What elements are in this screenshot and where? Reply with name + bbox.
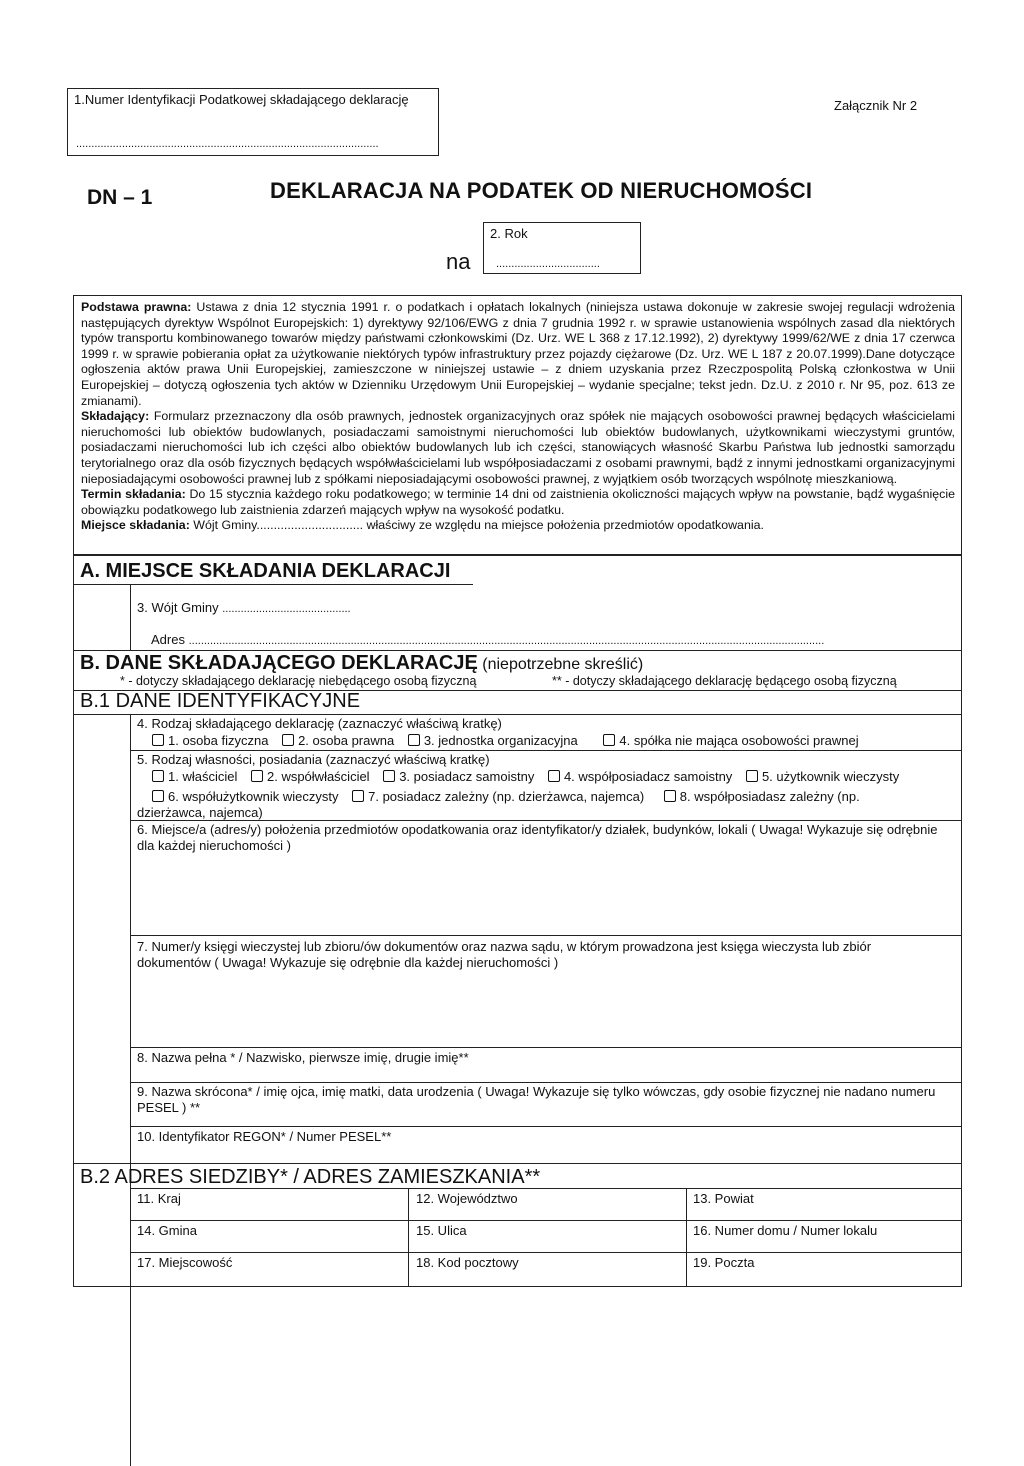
section-b-title: B. DANE SKŁADAJĄCEGO DEKLARACJĘ (niepotrzebne skreślić) <box>80 652 644 674</box>
field-ulica[interactable]: 15. Ulica <box>416 1223 467 1238</box>
f5-options-row2 <box>152 789 870 805</box>
field-wojewodztwo[interactable]: 12. Województwo <box>416 1191 518 1206</box>
nip-field[interactable] <box>67 88 439 156</box>
f5-option-3[interactable]: 3. posiadacz samoistny <box>383 769 534 784</box>
f8-label: 8. Nazwa pełna * / Nazwisko, pierwsze imię, drugie imię** <box>137 1050 469 1065</box>
nip-label: 1.Numer Identyfikacji Podatkowej składającego deklarację <box>74 92 409 107</box>
f5-option-4[interactable]: 4. współposiadacz samoistny <box>548 769 732 784</box>
f5-option-2[interactable]: 2. współwłaściciel <box>251 769 370 784</box>
f9-label: 9. Nazwa skrócona* / imię ojca, imię matki, data urodzenia ( Uwaga! Wykazuje się tylko wówczas, gdy osobie fizycznej nie nadano numeru PESEL ) ** <box>137 1084 936 1115</box>
note-1: * - dotyczy składającego deklarację niebędącego osobą fizyczną <box>120 674 477 688</box>
rok-dots: .................................. <box>496 258 600 270</box>
field-miejscowosc[interactable]: 17. Miejscowość <box>137 1255 233 1270</box>
checkbox-icon[interactable] <box>251 770 263 782</box>
f4-option-2[interactable]: 2. osoba prawna <box>282 733 394 748</box>
checkbox-icon[interactable] <box>408 734 420 746</box>
checkbox-icon[interactable] <box>664 790 676 802</box>
checkbox-icon[interactable] <box>282 734 294 746</box>
f5-option-8-cont: dzierżawca, najemca) <box>137 805 263 820</box>
section-a-title: A. MIEJSCE SKŁADANIA DEKLARACJI <box>80 560 451 582</box>
adres-label: Adres <box>151 632 185 647</box>
form-code: DN – 1 <box>87 186 153 209</box>
podstawa-text: Ustawa z dnia 12 stycznia 1991 r. o podatkach i opłatach lokalnych (niniejsza ustawa dokonuje w zakresie swojej regulacji wdrożenia następujących dyrektyw Wspólnot Europejskich: 1) dyrektywy 92/106/EWG z dnia 7 grudnia 1992 r. w sprawie ustanowienia wspólnych zasad dla niektórych typów transportu kombinowanego towarów między państwami członkowskimi (Dz. Urz. WE L 368 z 17.12.1992), 2) dyrektywy 1999/62/WE z dnia 17 czerwca 1999 r. w sprawie pobierania opłat za użytkowanie niektórych typów infrastruktury przez pojazdy ciężarowe (Dz. Urz. WE L 187 z 20.07.1999).Dane dotyczące ogłoszenia aktów prawa Unii Europejskiej, zamieszczone w niniejszej ustawie – z dniem uzyskania przez Rzeczpospolitą Polską członkostwa w Unii Europejskiej – dotyczą ogłoszenia tych aktów w Dzienniku Urzędowym Unii Europejskiej – wydanie specjalne; tekst jedn. Dz.U. z 2010 r. Nr 95, poz. 613 ze zmianami). <box>81 300 955 408</box>
rok-field[interactable] <box>483 222 641 274</box>
f5-option-7[interactable]: 7. posiadacz zależny (np. dzierżawca, najemca) <box>352 789 644 804</box>
f5-option-8[interactable]: 8. współposiadasz zależny (np. <box>664 789 860 804</box>
adres-field[interactable] <box>151 632 956 649</box>
wojt-dots: .......................................... <box>222 603 351 615</box>
field-gmina[interactable]: 14. Gmina <box>137 1223 197 1238</box>
f7-input-area[interactable] <box>132 975 960 1045</box>
field-poczta[interactable]: 19. Poczta <box>693 1255 755 1270</box>
checkbox-icon[interactable] <box>746 770 758 782</box>
rok-label: 2. Rok <box>490 226 528 241</box>
f5-option-6[interactable]: 6. współużytkownik wieczysty <box>152 789 339 804</box>
f8-input-area[interactable] <box>132 1066 960 1080</box>
f5-label: 5. Rodzaj własności, posiadania (zaznaczyć właściwą kratkę) <box>137 752 490 767</box>
f5-options-row1 <box>152 769 909 785</box>
f4-label: 4. Rodzaj składającego deklarację (zaznaczyć właściwą kratkę) <box>137 716 502 731</box>
field-numer-domu[interactable]: 16. Numer domu / Numer lokalu <box>693 1223 878 1238</box>
checkbox-icon[interactable] <box>383 770 395 782</box>
f4-option-1[interactable]: 1. osoba fizyczna <box>152 733 268 748</box>
podstawa-label: Podstawa prawna: <box>81 300 192 314</box>
checkbox-icon[interactable] <box>152 770 164 782</box>
checkbox-icon[interactable] <box>152 790 164 802</box>
field-kod-pocztowy[interactable]: 18. Kod pocztowy <box>416 1255 519 1270</box>
checkbox-icon[interactable] <box>603 734 615 746</box>
wojt-field[interactable] <box>137 600 351 617</box>
note-2: ** - dotyczy składającego deklarację będącego osobą fizyczną <box>552 674 897 688</box>
miejsce-label: Miejsce składania: <box>81 518 190 533</box>
annex-label: Załącznik Nr 2 <box>834 98 918 113</box>
f5-option-5[interactable]: 5. użytkownik wieczysty <box>746 769 899 784</box>
f4-option-3[interactable]: 3. jednostka organizacyjna <box>408 733 578 748</box>
field-kraj[interactable]: 11. Kraj <box>137 1191 181 1206</box>
f6-input-area[interactable] <box>132 858 960 934</box>
f10-label: 10. Identyfikator REGON* / Numer PESEL** <box>137 1129 392 1144</box>
termin-label: Termin składania: <box>81 487 186 502</box>
section-b2-title: B.2 ADRES SIEDZIBY* / ADRES ZAMIESZKANIA** <box>80 1166 541 1188</box>
skladajacy-label: Składający: <box>81 409 150 424</box>
checkbox-icon[interactable] <box>352 790 364 802</box>
na-label: na <box>446 249 471 274</box>
f4-options <box>152 733 869 749</box>
skladajacy-text: Formularz przeznaczony dla osób prawnych, jednostek organizacyjnych oraz spółek nie mających osobowości prawnej będących właścicielami nieruchomości lub obiektów budowlanych, posiadaczami samoistnymi nieruchomości lub obiektów budowlanych, użytkownikami wieczystymi gruntów, posiadaczami nieruchomości lub ich części albo obiektów budowlanych lub ich części, stanowiących własność Skarbu Państwa lub jednostki samorządu terytorialnego oraz dla osób fizycznych będących współwłaścicielami lub współposiadaczami z osobami prawnymi, bądź z innymi jednostkami organizacyjnymi nieposiadającymi osobowości prawnej lub z spółkami nieposiadającymi osobowości prawnej, z wyjątkiem osób tworzących wspólnotę mieszkaniową. <box>81 409 955 486</box>
f4-option-4[interactable]: 4. spółka nie mająca osobowości prawnej <box>603 733 858 748</box>
f10-input-area[interactable] <box>132 1145 960 1161</box>
f5-option-1[interactable]: 1. właściciel <box>152 769 237 784</box>
termin-text: Do 15 stycznia każdego roku podatkowego; w terminie 14 dni od zaistnienia okoliczności mających wpływ na powstanie, bądź wygaśnięcie obowiązku podatkowego lub zaistnienia zdarzeń mających wpływ na wysokość podatku. <box>81 487 956 517</box>
section-b-note: (niepotrzebne skreślić) <box>477 656 644 673</box>
wojt-label: 3. Wójt Gminy <box>137 600 219 615</box>
page-title: DEKLARACJA NA PODATEK OD NIERUCHOMOŚCI <box>270 178 813 203</box>
checkbox-icon[interactable] <box>152 734 164 746</box>
nip-dots: ................................................................................................... <box>76 138 379 150</box>
field-powiat[interactable]: 13. Powiat <box>693 1191 754 1206</box>
checkbox-icon[interactable] <box>548 770 560 782</box>
section-b1-title: B.1 DANE IDENTYFIKACYJNE <box>80 690 361 712</box>
legal-basis-block <box>73 295 962 555</box>
miejsce-text: Wójt Gminy............................... właściwy ze względu na miejsce położenia przedmiotów opodatkowania. <box>189 518 764 533</box>
f6-label: 6. Miejsce/a (adres/y) położenia przedmiotów opodatkowania oraz identyfikator/y działek, budynków, lokali ( Uwaga! Wykazuje się odrębnie dla każdej nieruchomości ) <box>137 822 938 853</box>
adres-dots: ................................................................................................................................................................................................................ <box>188 635 825 647</box>
f7-label: 7. Numer/y księgi wieczystej lub zbioru/ów dokumentów oraz nazwa sądu, w którym prowadzona jest księga wieczysta lub zbiór dokumentów ( Uwaga! Wykazuje się odrębnie dla każdej nieruchomości ) <box>137 939 872 970</box>
